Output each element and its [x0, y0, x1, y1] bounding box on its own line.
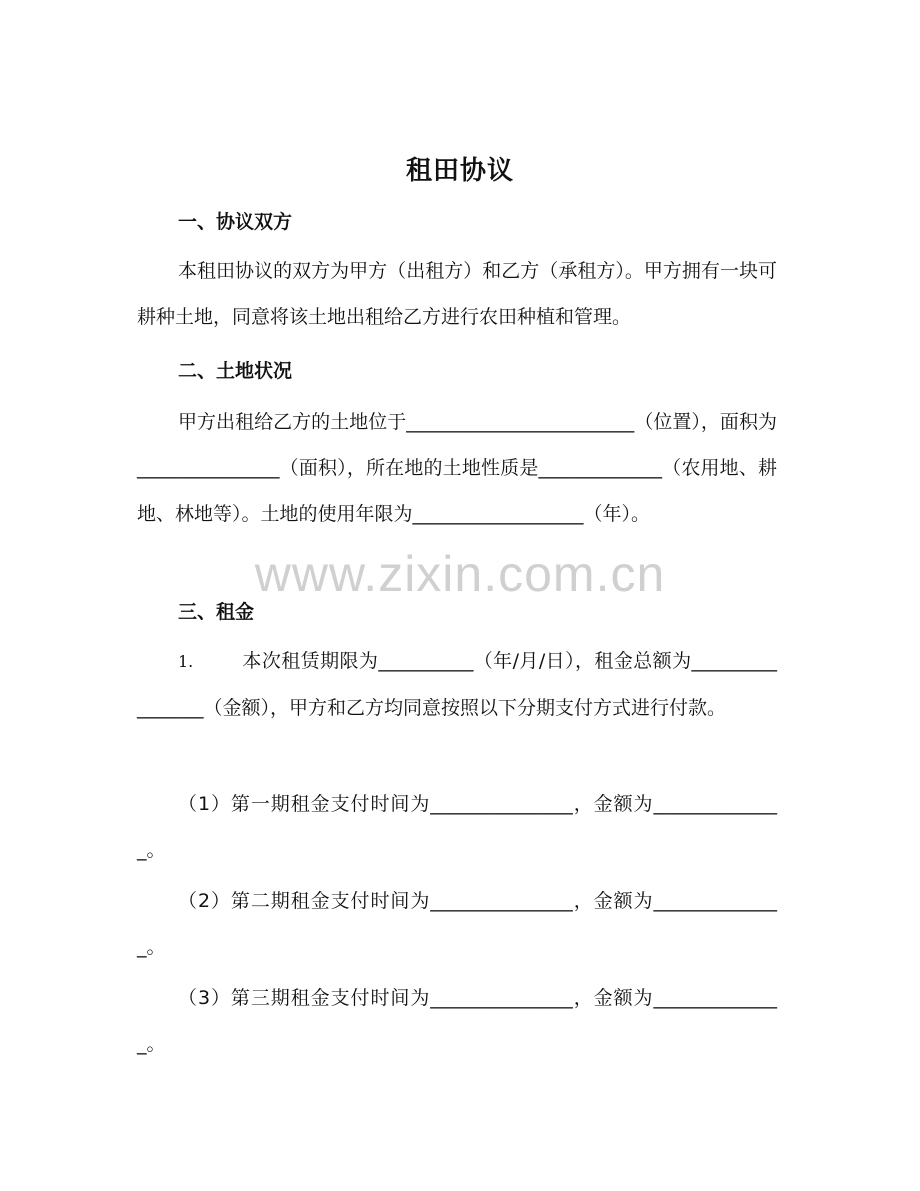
section-heading-land-status: 二、土地状况 — [178, 360, 293, 382]
installment-1: （1）第一期租金支付时间为_______________，金额为______________。 — [137, 793, 777, 861]
rent-item-1 — [137, 638, 777, 731]
rent-item-text: 本次租赁期限为__________（年/月/日），租金总额为________________（金额），甲方和乙方均同意按照以下分期支付方式进行付款。 — [137, 650, 777, 719]
document-title: 租田协议 — [405, 156, 514, 186]
section-heading-parties: 一、协议双方 — [178, 211, 293, 233]
watermark: www.zixin.com.cn — [254, 546, 666, 602]
installment-3: （3）第三期租金支付时间为_______________，金额为______________。 — [137, 987, 777, 1055]
section-parties-paragraph: 本租田协议的双方为甲方（出租方）和乙方（承租方）。甲方拥有一块可耕种土地，同意将该土地出租给乙方进行农田种植和管理。 — [137, 260, 777, 328]
installment-2: （2）第二期租金支付时间为_______________，金额为______________。 — [137, 890, 777, 958]
section-heading-rent: 三、租金 — [178, 601, 255, 623]
section-land-status-paragraph: 甲方出租给乙方的土地位于________________________（位置），面积为_______________（面积），所在地的土地性质是_____________（农用地、耕地、林地等）。土地的使用年限为__________________（年）。 — [137, 411, 777, 525]
rent-item-number: 1. — [178, 652, 194, 671]
